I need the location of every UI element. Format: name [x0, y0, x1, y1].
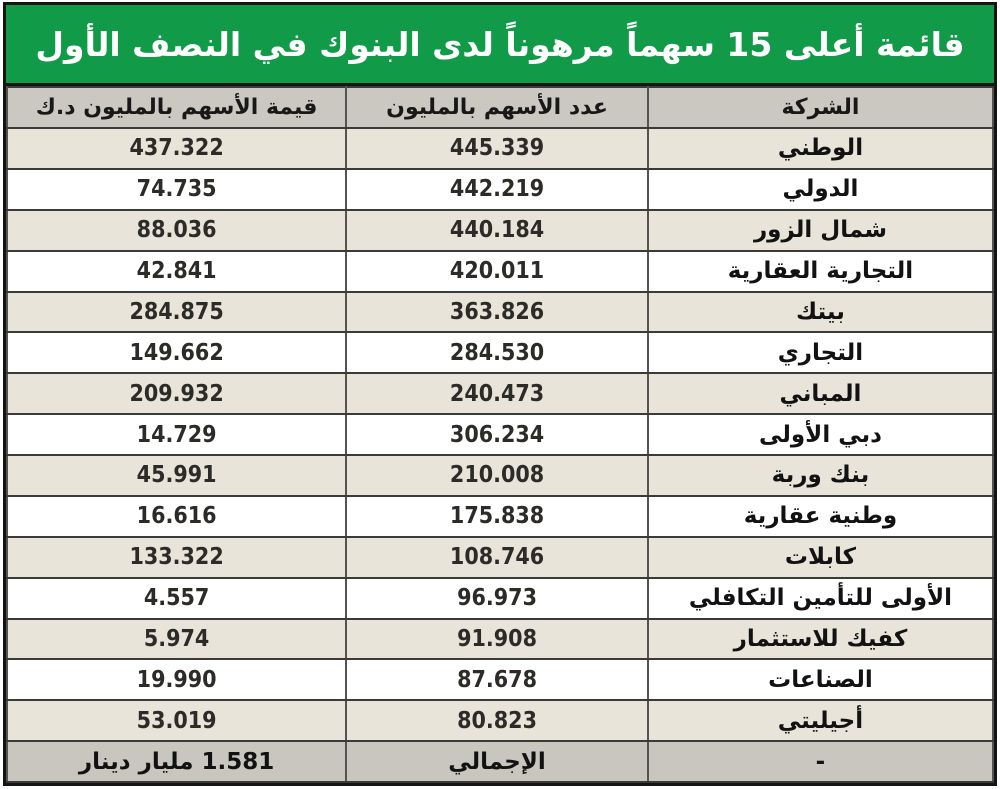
value-cell: 4.557 [7, 578, 346, 619]
table-row [7, 619, 993, 660]
table-row [7, 251, 993, 292]
column-header-company: الشركة [648, 87, 993, 128]
table-row [7, 128, 993, 169]
value-cell: 437.322 [7, 128, 346, 169]
value-cell: 14.729 [7, 414, 346, 455]
table-row [7, 578, 993, 619]
company-cell: التجارية العقارية [648, 251, 993, 292]
value-cell: 88.036 [7, 210, 346, 251]
company-cell: الصناعات [648, 659, 993, 700]
table-row [7, 496, 993, 537]
shares-cell: 440.184 [346, 210, 648, 251]
header-row [7, 87, 993, 128]
table-row [7, 373, 993, 414]
pledged-stocks-table-panel [3, 2, 997, 786]
column-header-value: قيمة الأسهم بالمليون د.ك [7, 87, 346, 128]
value-cell: 1.581 مليار دينار [7, 741, 346, 782]
value-cell: 5.974 [7, 619, 346, 660]
company-cell: شمال الزور [648, 210, 993, 251]
shares-cell: 91.908 [346, 619, 648, 660]
table-row [7, 537, 993, 578]
company-cell: أجيليتي [648, 700, 993, 741]
value-cell: 19.990 [7, 659, 346, 700]
table-row [7, 414, 993, 455]
shares-cell: 445.339 [346, 128, 648, 169]
shares-cell: 175.838 [346, 496, 648, 537]
company-cell: كفيك للاستثمار [648, 619, 993, 660]
total-row [7, 741, 993, 782]
value-cell: 53.019 [7, 700, 346, 741]
company-cell: بيتك [648, 292, 993, 333]
company-cell: المباني [648, 373, 993, 414]
shares-cell: 108.746 [346, 537, 648, 578]
table-body [7, 128, 993, 782]
shares-cell: 420.011 [346, 251, 648, 292]
value-cell: 74.735 [7, 169, 346, 210]
table-row [7, 455, 993, 496]
table-row [7, 659, 993, 700]
value-cell: 284.875 [7, 292, 346, 333]
shares-cell: 96.973 [346, 578, 648, 619]
table-title-banner: قائمة أعلى 15 سهماً مرهوناً لدى البنوك في النصف الأول [6, 5, 994, 86]
table-row [7, 700, 993, 741]
table-row [7, 292, 993, 333]
table-header [7, 87, 993, 128]
shares-cell: الإجمالي [346, 741, 648, 782]
shares-cell: 80.823 [346, 700, 648, 741]
value-cell: 42.841 [7, 251, 346, 292]
company-cell: الدولي [648, 169, 993, 210]
company-cell: الأولى للتأمين التكافلي [648, 578, 993, 619]
shares-cell: 442.219 [346, 169, 648, 210]
shares-cell: 210.008 [346, 455, 648, 496]
value-cell: 16.616 [7, 496, 346, 537]
company-cell: - [648, 741, 993, 782]
table-row [7, 210, 993, 251]
company-cell: التجاري [648, 332, 993, 373]
value-cell: 149.662 [7, 332, 346, 373]
company-cell: الوطني [648, 128, 993, 169]
shares-cell: 284.530 [346, 332, 648, 373]
pledged-stocks-table [6, 86, 994, 783]
company-cell: بنك وربة [648, 455, 993, 496]
value-cell: 45.991 [7, 455, 346, 496]
company-cell: وطنية عقارية [648, 496, 993, 537]
company-cell: كابلات [648, 537, 993, 578]
shares-cell: 240.473 [346, 373, 648, 414]
table-row [7, 332, 993, 373]
value-cell: 209.932 [7, 373, 346, 414]
shares-cell: 363.826 [346, 292, 648, 333]
shares-cell: 306.234 [346, 414, 648, 455]
column-header-shares: عدد الأسهم بالمليون [346, 87, 648, 128]
company-cell: دبي الأولى [648, 414, 993, 455]
table-row [7, 169, 993, 210]
shares-cell: 87.678 [346, 659, 648, 700]
value-cell: 133.322 [7, 537, 346, 578]
